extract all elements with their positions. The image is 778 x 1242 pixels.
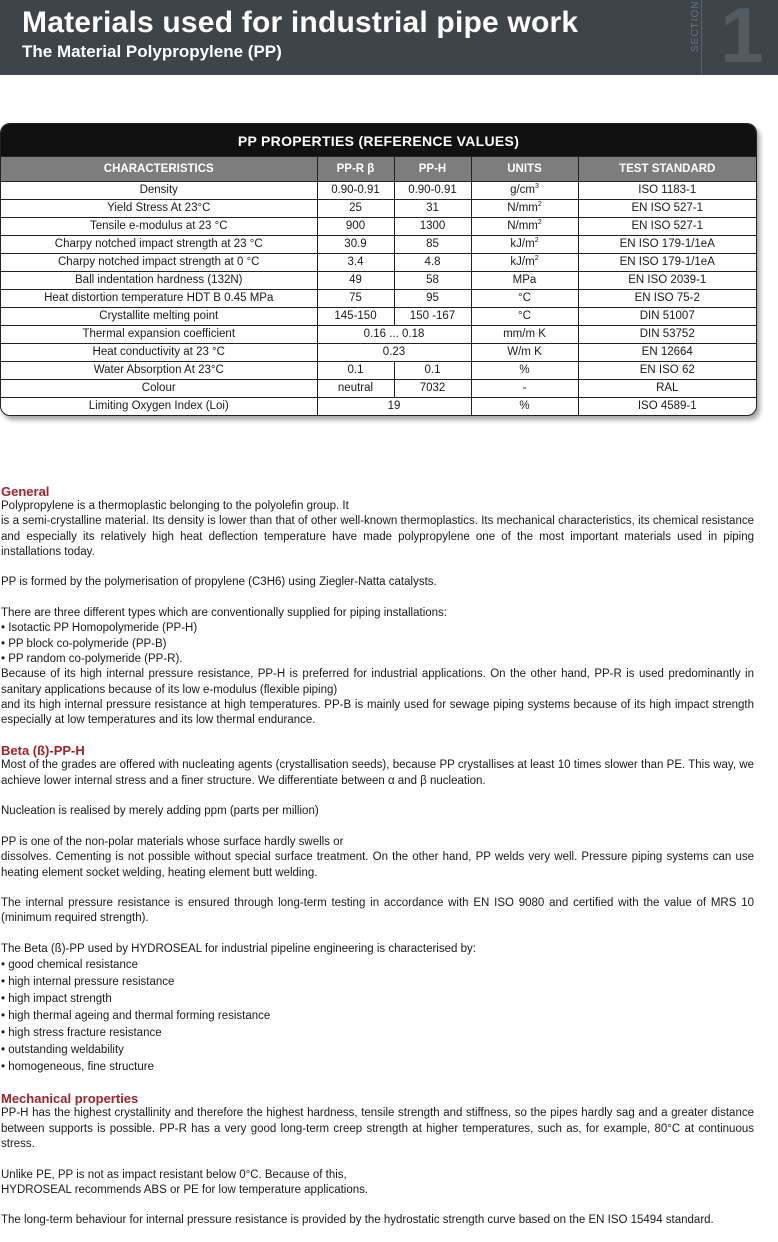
cell-pph: 0.1 [394,362,471,380]
cell-standard: RAL [578,380,756,398]
cell-pph: 1300 [394,218,471,236]
table-row [1,398,756,416]
paragraph: Most of the grades are offered with nucleating agents (crystallisation seeds), because PP crystallises at least 10 times slower than PE. This way, we achieve lower internal stress and a finer structure. We differentiate between α and β nucleation. [1,759,754,787]
cell-standard: EN ISO 179-1/1eA [578,236,756,254]
column-header: TEST STANDARD [578,157,756,182]
list-item: • high internal pressure resistance [1,976,175,989]
paragraph: PP-H has the highest crystallinity and therefore the highest hardness, tensile strength and stiffness, so the pipes hardly sag and a greater distance between supports is possible. PP-R has a very good long-term creep strength at higher temperatures, such as, for example, 80°C at continuous stress. [1,1107,754,1150]
cell-unit [471,182,578,200]
cell-characteristic: Heat conductivity at 23 °C [1,344,317,362]
section-heading-general: General [1,484,50,499]
table-header-row [1,157,756,182]
unit-text: kJ/m [510,256,535,268]
cell-pph: 7032 [394,380,471,398]
unit-text: - [522,382,527,394]
cell-pph: 4.8 [394,254,471,272]
paragraph: Because of its high internal pressure resistance, PP-H is preferred for industrial applications. On the other hand, PP-R is used predominantly in sanitary applications because of its low e-modulus (flexible piping) [1,668,754,696]
list-item: • PP random co-polymeride (PP-R). [1,652,183,665]
cell-pph: 150 -167 [394,308,471,326]
paragraph: dissolves. Cementing is not possible without special surface treatment. On the other hand, PP welds very well. Pressure piping systems can use heating element socket welding, heating element butt welding. [1,851,754,879]
unit-text: °C [518,292,531,304]
column-header: PP-H [394,157,471,182]
cell-standard: ISO 1183-1 [578,182,756,200]
table-row [1,272,756,290]
cell-unit [471,380,578,398]
cell-unit [471,218,578,236]
section-divider [701,0,702,75]
cell-characteristic: Heat distortion temperature HDT B 0.45 MPa [1,290,317,308]
cell-characteristic: Tensile e-modulus at 23 °C [1,218,317,236]
cell-characteristic: Crystallite melting point [1,308,317,326]
cell-unit [471,272,578,290]
paragraph: and its high internal pressure resistance at high temperatures. PP-B is mainly used for sewage piping systems because of its high impact strength especially at low temperatures and its low thermal endurance. [1,698,754,727]
cell-unit [471,254,578,272]
cell-characteristic: Density [1,182,317,200]
section-number: 1 [720,0,764,79]
cell-characteristic: Charpy notched impact strength at 23 °C [1,236,317,254]
table-row [1,380,756,398]
unit-text: °C [518,310,531,322]
cell-standard: ISO 4589-1 [578,398,756,416]
cell-ppr: 49 [317,272,394,290]
cell-ppr: 3.4 [317,254,394,272]
cell-characteristic: Colour [1,380,317,398]
unit-text: N/mm [507,220,538,232]
cell-standard: EN ISO 179-1/1eA [578,254,756,272]
list-item: • high stress fracture resistance [1,1027,162,1040]
unit-text: mm/m K [503,328,546,340]
list-item: • outstanding weldability [1,1044,124,1057]
cell-characteristic: Ball indentation hardness (132N) [1,272,317,290]
cell-value-merged: 19 [317,398,471,416]
cell-characteristic: Charpy notched impact strength at 0 °C [1,254,317,272]
cell-ppr: 900 [317,218,394,236]
cell-standard: EN 12664 [578,344,756,362]
cell-ppr: 25 [317,200,394,218]
unit-exponent: 2 [537,219,542,227]
page-header [0,0,778,79]
paragraph: The internal pressure resistance is ensured through long-term testing in accordance with EN ISO 9080 and certified with the value of MRS 10 (minimum required strength). [1,897,754,925]
column-header: PP-R β [317,157,394,182]
unit-text: kJ/m [510,238,535,250]
cell-unit [471,236,578,254]
list-item: • good chemical resistance [1,959,138,972]
paragraph: is a semi-crystalline material. Its density is lower than that of other well-known thermoplastics. Its mechanical characteristics, its chemical resistance and especially its relatively high heat deflection temperature have made polypropylene one of the most important materials used in piping installations today. [1,515,754,558]
cell-characteristic: Limiting Oxygen Index (Loi) [1,398,317,416]
unit-text: N/mm [507,202,538,214]
cell-characteristic: Water Absorption At 23°C [1,362,317,380]
column-header: UNITS [471,157,578,182]
unit-text: % [519,400,530,412]
paragraph: There are three different types which are conventionally supplied for piping installations: [1,607,447,620]
cell-standard: EN ISO 527-1 [578,218,756,236]
cell-ppr: 145-150 [317,308,394,326]
cell-ppr: 75 [317,290,394,308]
table-row [1,362,756,380]
table-title: PP PROPERTIES (REFERENCE VALUES) [1,124,756,156]
unit-exponent: 2 [537,201,542,209]
section-heading-mechanical: Mechanical properties [1,1091,139,1107]
paragraph: Unlike PE, PP is not as impact resistant below 0°C. Because of this, [1,1168,347,1181]
cell-unit [471,362,578,380]
cell-standard: DIN 51007 [578,308,756,326]
unit-exponent: 2 [534,237,539,245]
cell-pph: 85 [394,236,471,254]
section-heading-beta: Beta (ß)-PP-H [1,743,85,759]
cell-value-merged: 0.23 [317,344,471,362]
paragraph: Nucleation is realised by merely adding ppm (parts per million) [1,805,319,818]
unit-text: % [519,364,530,376]
cell-pph: 95 [394,290,471,308]
list-item: • high impact strength [1,993,112,1006]
cell-characteristic: Thermal expansion coefficient [1,326,317,344]
cell-pph: 0.90-0.91 [394,182,471,200]
properties-table-card [0,123,757,416]
paragraph: The Beta (ß)-PP used by HYDROSEAL for industrial pipeline engineering is characterised by: [1,943,476,956]
table-body [1,182,756,416]
cell-unit [471,344,578,362]
list-item: • homogeneous, fine structure [1,1061,154,1074]
table-row [1,218,756,236]
paragraph: PP is one of the non-polar materials whose surface hardly swells or [1,835,344,848]
cell-standard: EN ISO 75-2 [578,290,756,308]
table-row [1,236,756,254]
cell-pph: 31 [394,200,471,218]
cell-unit [471,398,578,416]
paragraph: Polypropylene is a thermoplastic belonging to the polyolefin group. It [1,500,349,512]
table-row [1,182,756,200]
unit-text: g/cm [510,184,535,196]
cell-value-merged: 0.16 ... 0.18 [317,326,471,344]
table-row [1,308,756,326]
cell-unit [471,290,578,308]
table-row [1,344,756,362]
unit-text: W/m K [507,346,542,358]
unit-exponent: 2 [534,255,539,263]
feature-list [1,957,754,1076]
cell-ppr: 0.1 [317,362,394,380]
cell-unit [471,326,578,344]
table-row [1,326,756,344]
cell-pph: 58 [394,272,471,290]
cell-standard: EN ISO 2039-1 [578,272,756,290]
cell-ppr: neutral [317,380,394,398]
table-row [1,254,756,272]
table-row [1,200,756,218]
properties-table [1,156,756,415]
section-label: SECTION [690,0,701,52]
list-item: • PP block co-polymeride (PP-B) [1,637,167,650]
cell-standard: EN ISO 62 [578,362,756,380]
cell-unit [471,308,578,326]
cell-unit [471,200,578,218]
cell-ppr: 0.90-0.91 [317,182,394,200]
page-subtitle: The Material Polypropylene (PP) [22,42,282,61]
paragraph: PP is formed by the polymerisation of propylene (C3H6) using Ziegler-Natta catalysts. [1,576,437,589]
body-text [1,484,754,1229]
list-item: • Isotactic PP Homopolymeride (PP-H) [1,622,198,635]
unit-text: MPa [512,274,537,286]
cell-standard: DIN 53752 [578,326,756,344]
page-title: Materials used for industrial pipe work [22,6,579,39]
unit-exponent: 3 [535,183,539,191]
paragraph: HYDROSEAL recommends ABS or PE for low temperature applications. [1,1183,369,1196]
cell-ppr: 30.9 [317,236,394,254]
table-row [1,290,756,308]
paragraph: The long-term behaviour for internal pressure resistance is provided by the hydrostatic strength curve based on the EN ISO 15494 standard. [1,1214,714,1227]
cell-characteristic: Yield Stress At 23°C [1,200,317,218]
list-item: • high thermal ageing and thermal forming resistance [1,1010,271,1023]
column-header: CHARACTERISTICS [1,157,317,182]
cell-standard: EN ISO 527-1 [578,200,756,218]
